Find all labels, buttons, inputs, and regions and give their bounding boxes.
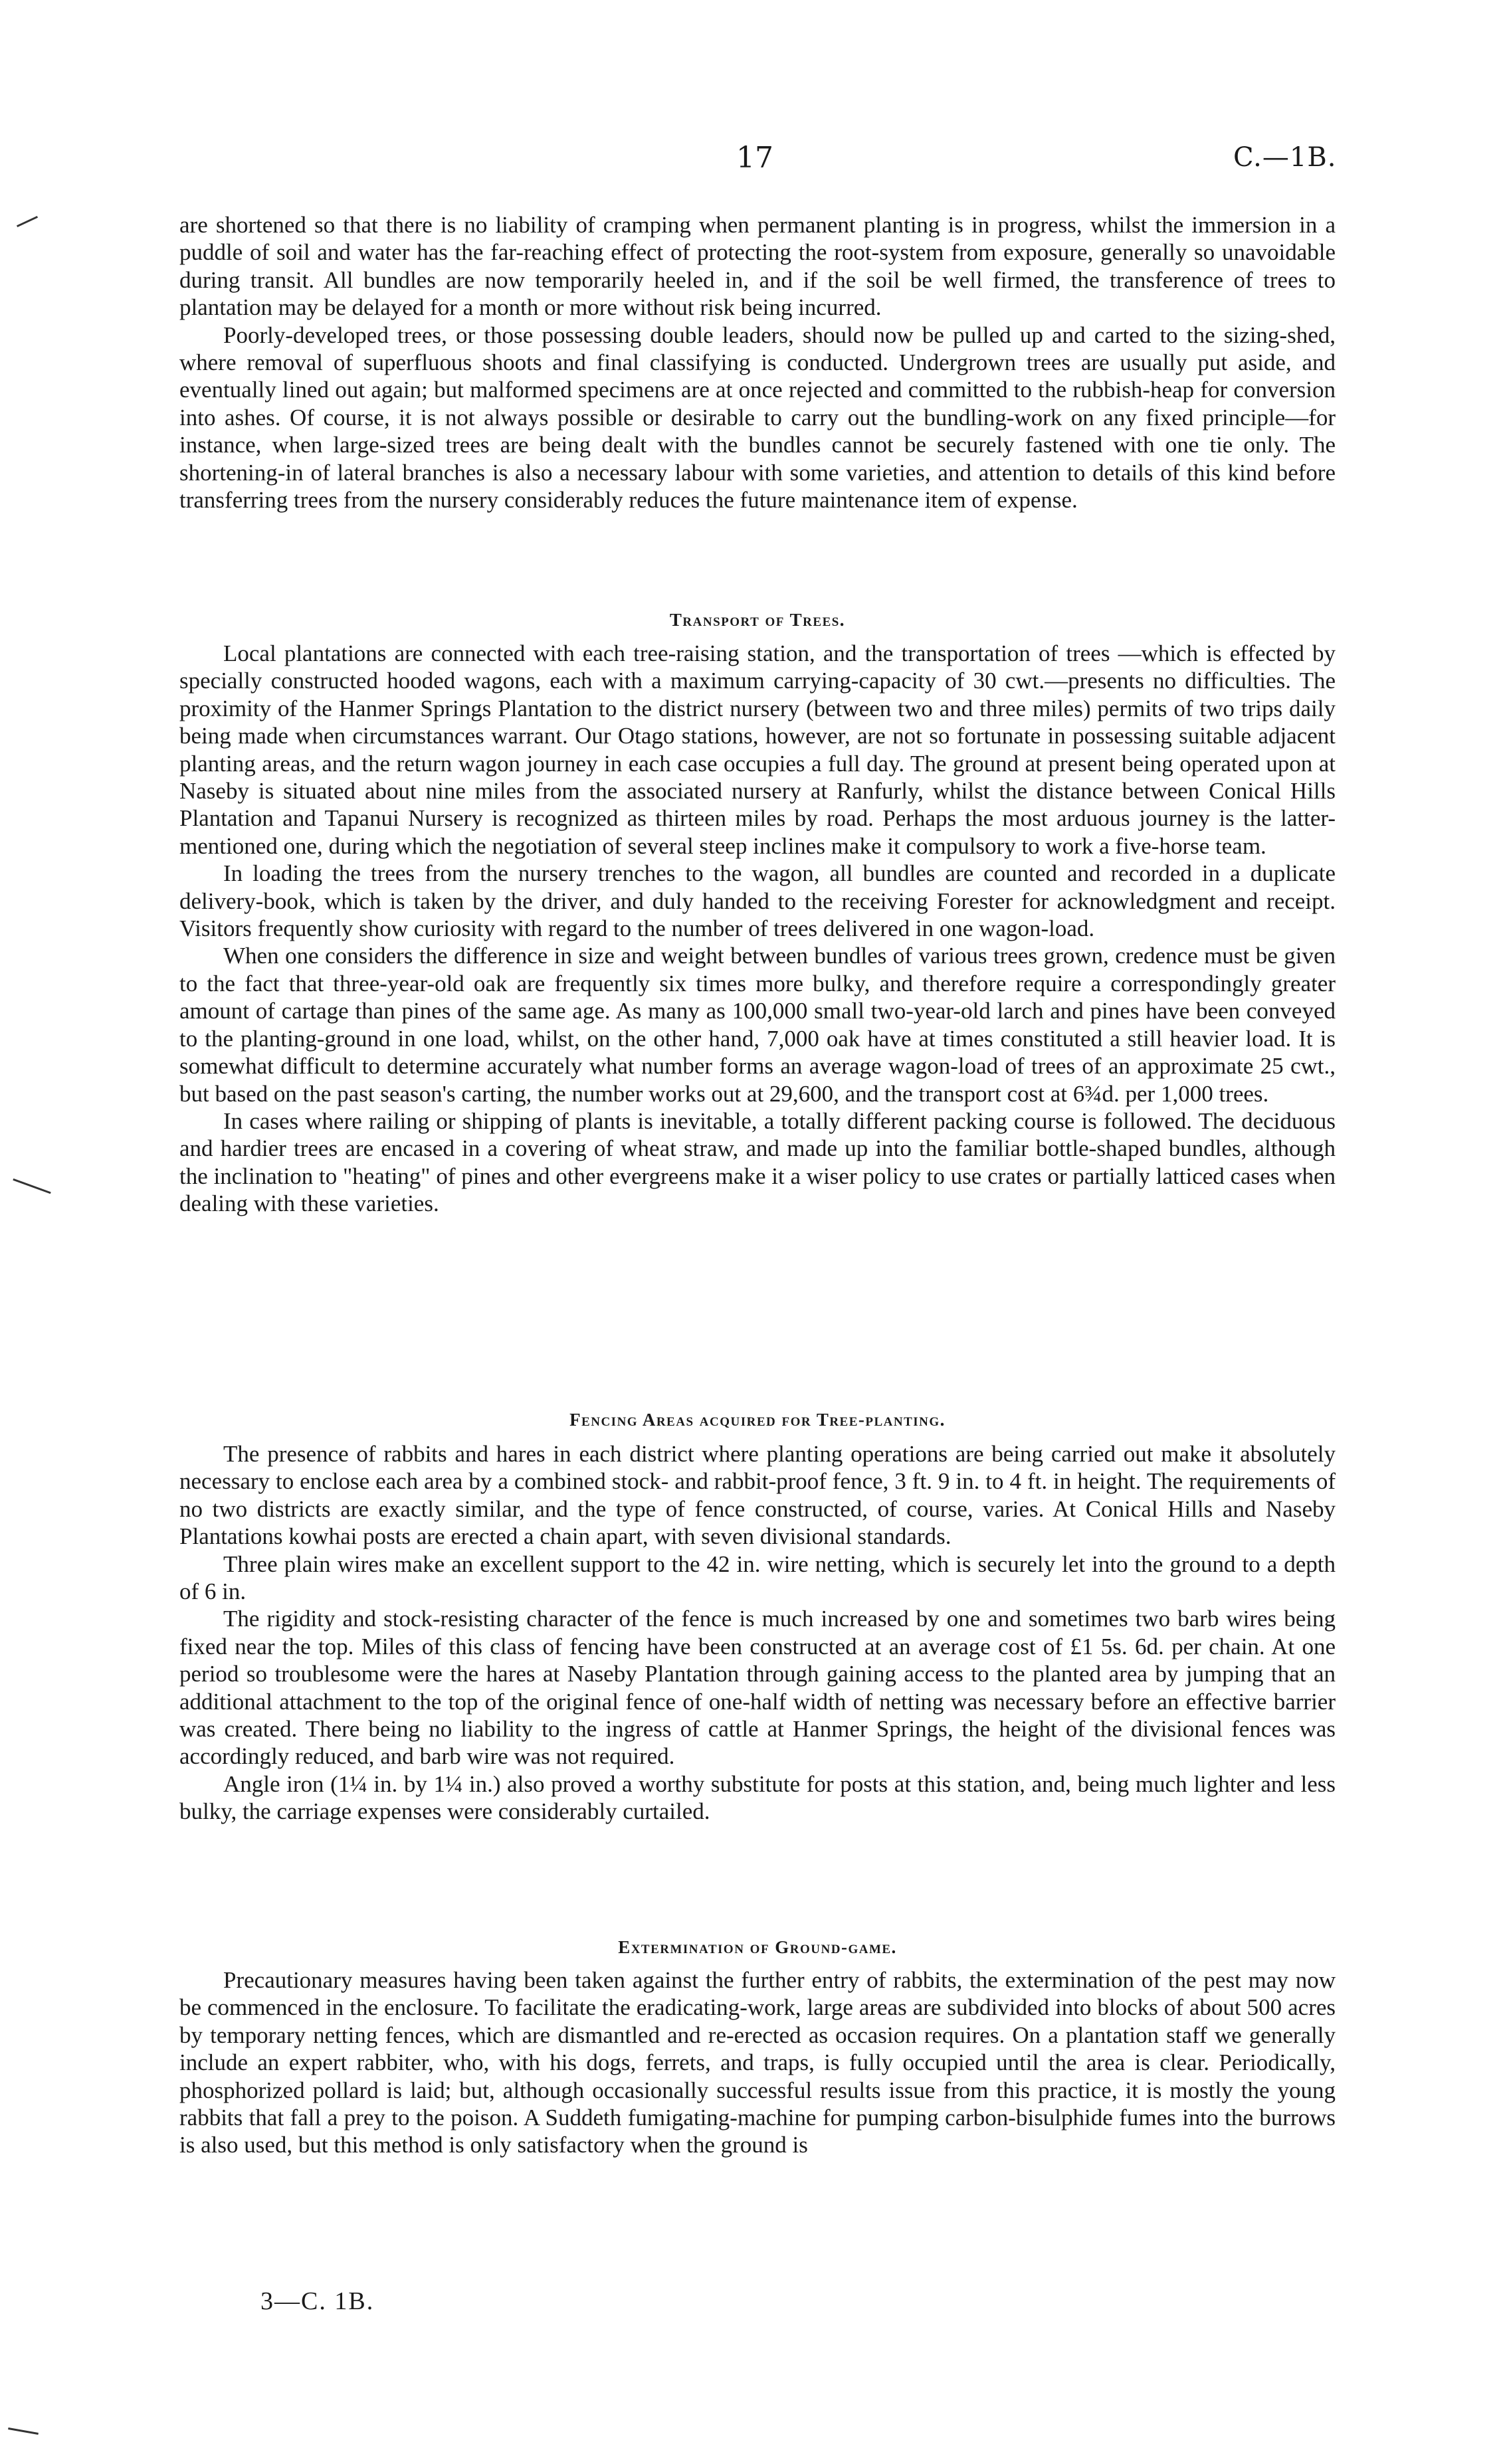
- footer-signature: 3—C. 1B.: [260, 2287, 375, 2315]
- section-heading-extermination: Extermination of Ground-game.: [618, 1937, 897, 1957]
- section-extermination: [179, 1966, 1336, 2159]
- margin-mark: [8, 2427, 39, 2435]
- section-continuation: [179, 211, 1336, 514]
- section-heading-fencing: Fencing Areas acquired for Tree-planting.: [569, 1410, 946, 1430]
- paragraph: The rigidity and stock-resisting character of the fence is much increased by one and sometimes two barb wires being fixed near the top. Miles of this class of fencing have been constructed at an average cost of £1 5s. 6d. per chain. At one period so troublesome were the hares at Naseby Plantation through gaining access to the planted area by jumping that an additional attachment to the top of the original fence of one-half width of netting was necessary before an effective barrier was created. There being no liability to the ingress of cattle at Hanmer Springs, the height of the divisional fences was accordingly reduced, and barb wire was not required.: [179, 1606, 1336, 1770]
- section-transport: [179, 640, 1336, 1218]
- paragraph: In loading the trees from the nursery trenches to the wagon, all bundles are counted and recorded in a duplicate delivery-book, which is taken by the driver, and duly handed to the receiving Forester for acknowledgment and receipt. Visitors frequently show curiosity with regard to the number of trees delivered in one wagon-load.: [179, 860, 1336, 942]
- margin-mark: [13, 1179, 50, 1194]
- page-number: 17: [736, 141, 773, 175]
- paragraph: are shortened so that there is no liability of cramping when permanent planting is in progress, whilst the immersion in a puddle of soil and water has the far-reaching effect of protecting the root-system from exposure, generally so unavoidable during transit. All bundles are now temporarily heeled in, and if the soil be well firmed, the transference of trees to plantation may be delayed for a month or more without risk being incurred.: [179, 212, 1336, 321]
- paragraph: When one considers the difference in size and weight between bundles of various trees grown, credence must be given to the fact that three-year-old oak are frequently six times more bulky, and therefore require a correspondingly greater amount of cartage than pines of the same age. As many as 100,000 small two-year-old larch and pines have been conveyed to the planting-ground in one load, whilst, on the other hand, 7,000 oak have at times constituted a still heavier load. It is somewhat difficult to determine accurately what number forms an average wagon-load of trees of an approximate 25 cwt., but based on the past season's carting, the number works out at 29,600, and the transport cost at 6¾d. per 1,000 trees.: [179, 943, 1336, 1107]
- margin-mark: [17, 216, 38, 227]
- paragraph: Three plain wires make an excellent support to the 42 in. wire netting, which is securely let into the ground to a depth of 6 in.: [179, 1551, 1336, 1605]
- running-head: C.—1B.: [1233, 142, 1337, 173]
- section-fencing: [179, 1440, 1336, 1826]
- paragraph: Local plantations are connected with each tree-raising station, and the transportation of trees —which is effected by specially constructed hooded wagons, each with a maximum carrying-capacity of 30 cwt.—presents no difficulties. The proximity of the Hanmer Springs Plantation to the district nursery (between two and three miles) permits of two trips daily being made when circumstances warrant. Our Otago stations, however, are not so fortunate in possessing suitable adjacent planting areas, and the return wagon journey in each case occupies a full day. The ground at present being operated upon at Naseby is situated about nine miles from the associated nursery at Ranfurly, whilst the distance between Conical Hills Plantation and Tapanui Nursery is recognized as thirteen miles by road. Perhaps the most arduous journey is the latter-mentioned one, during which the negotiation of several steep inclines make it compulsory to work a five-horse team.: [179, 640, 1336, 859]
- paragraph: Angle iron (1¼ in. by 1¼ in.) also proved a worthy substitute for posts at this station, and, being much lighter and less bulky, the carriage expenses were considerably curtailed.: [179, 1770, 1336, 1825]
- paragraph: Precautionary measures having been taken against the further entry of rabbits, the extermination of the pest may now be commenced in the enclosure. To facilitate the eradicating-work, large areas are subdivided into blocks of about 500 acres by temporary netting fences, which are dismantled and re-erected as occasion requires. On a plantation staff we generally include an expert rabbiter, who, with his dogs, ferrets, and traps, is fully occupied until the area is clear. Periodically, phosphorized pollard is laid; but, although occasionally successful results issue from this practice, it is mostly the young rabbits that fall a prey to the poison. A Suddeth fumigating-machine for pumping carbon-bisulphide fumes into the burrows is also used, but this method is only satisfactory when the ground is: [179, 1967, 1336, 2158]
- paragraph: In cases where railing or shipping of plants is inevitable, a totally different packing course is followed. The deciduous and hardier trees are encased in a covering of wheat straw, and made up into the familiar bottle-shaped bundles, although the inclination to "heating" of pines and other evergreens make it a wiser policy to use crates or partially latticed cases when dealing with these varieties.: [179, 1107, 1336, 1217]
- paragraph: The presence of rabbits and hares in each district where planting operations are being carried out make it absolutely necessary to enclose each area by a combined stock- and rabbit-proof fence, 3 ft. 9 in. to 4 ft. in height. The requirements of no two districts are exactly similar, and the type of fence constructed, of course, varies. At Conical Hills and Naseby Plantations kowhai posts are erected a chain apart, with seven divisional standards.: [179, 1441, 1336, 1550]
- section-heading-transport: Transport of Trees.: [669, 610, 846, 630]
- paragraph: Poorly-developed trees, or those possessing double leaders, should now be pulled up and carted to the sizing-shed, where removal of superfluous shoots and final classifying is conducted. Undergrown trees are usually put aside, and eventually lined out again; but malformed specimens are at once rejected and committed to the rubbish-heap for conversion into ashes. Of course, it is not always possible or desirable to carry out the bundling-work on any fixed principle—for instance, when large-sized trees are being dealt with the bundles cannot be securely fastened with one tie only. The shortening-in of lateral branches is also a necessary labour with some varieties, and attention to details of this kind before transferring trees from the nursery considerably reduces the future maintenance item of expense.: [179, 322, 1336, 514]
